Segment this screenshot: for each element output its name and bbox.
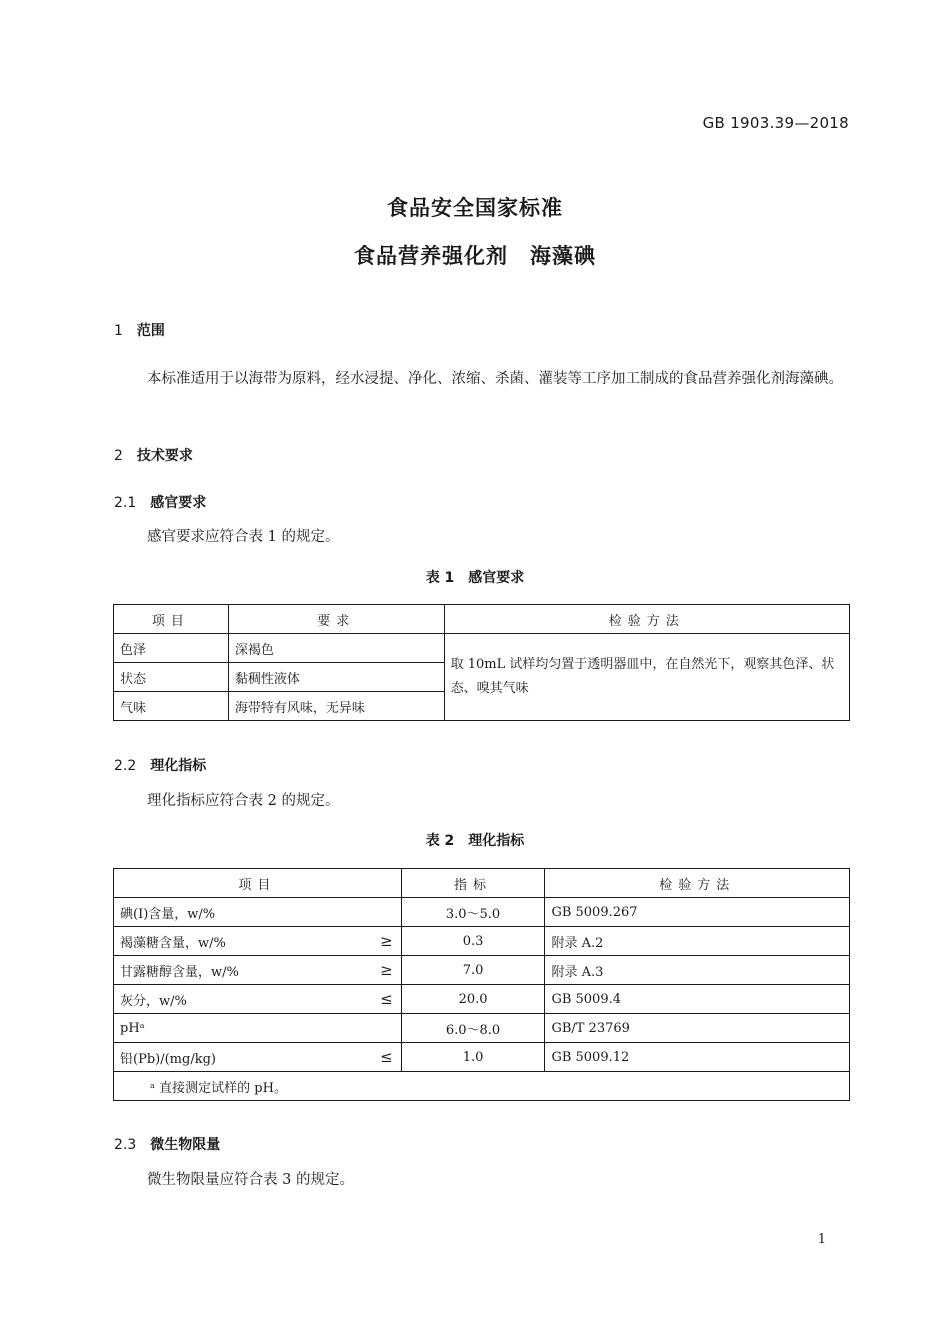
item-label: 铅(Pb)/(mg/kg)	[120, 1051, 216, 1067]
section-number: 2.3	[114, 1137, 137, 1153]
cell-item	[114, 985, 402, 1014]
section-number: 2.1	[114, 495, 137, 511]
section-title: 理化指标	[150, 758, 207, 774]
relation-symbol: ≥	[380, 932, 393, 950]
section-2-3-heading	[114, 1134, 220, 1154]
cell-method: GB 5009.4	[545, 985, 850, 1014]
cell-item	[114, 927, 402, 956]
table-row	[114, 898, 850, 927]
cell-value: 3.0～5.0	[401, 898, 545, 927]
table-row	[114, 985, 850, 1014]
table-row	[114, 634, 850, 663]
section-2-1-paragraph: 感官要求应符合表 1 的规定。	[147, 529, 340, 545]
cell-value: 1.0	[401, 1043, 545, 1072]
table-row	[114, 1043, 850, 1072]
table-row	[114, 956, 850, 985]
document-title: 食品安全国家标准	[387, 196, 563, 220]
cell-item	[114, 1014, 402, 1043]
cell-item: 状态	[114, 663, 229, 692]
cell-item: 气味	[114, 692, 229, 721]
cell-requirement: 黏稠性液体	[228, 663, 444, 692]
document-subtitle: 食品营养强化剂 海藻碘	[354, 244, 596, 268]
section-number: 2	[114, 448, 123, 464]
section-2-3-paragraph: 微生物限量应符合表 3 的规定。	[147, 1172, 354, 1188]
cell-requirement: 海带特有风味，无异味	[228, 692, 444, 721]
table-row	[114, 927, 850, 956]
item-label: 褐藻糖含量，w/%	[120, 935, 226, 951]
table-header-item: 项目	[114, 869, 402, 898]
cell-value: 0.3	[401, 927, 545, 956]
relation-symbol: ≤	[380, 990, 393, 1008]
table-2	[113, 868, 850, 1101]
item-label: 甘露糖醇含量，w/%	[120, 964, 239, 980]
cell-item	[114, 1043, 402, 1072]
cell-item	[114, 956, 402, 985]
table-header-method: 检验方法	[444, 605, 849, 634]
standard-code: GB 1903.39—2018	[702, 114, 849, 132]
cell-method: GB 5009.12	[545, 1043, 850, 1072]
item-label: 碘(I)含量，w/%	[120, 906, 216, 922]
item-label: 灰分，w/%	[120, 993, 187, 1009]
cell-method: 附录 A.3	[545, 956, 850, 985]
table-header-item: 项目	[114, 605, 229, 634]
table-1-caption: 表 1 感官要求	[425, 570, 525, 586]
table-2-caption: 表 2 理化指标	[425, 833, 525, 849]
section-2-heading	[114, 445, 193, 465]
section-title: 感官要求	[150, 495, 207, 511]
table-row	[114, 1014, 850, 1043]
section-title: 微生物限量	[150, 1137, 221, 1153]
cell-value: 6.0～8.0	[401, 1014, 545, 1043]
relation-symbol: ≥	[380, 961, 393, 979]
table-footnote: ᵃ 直接测定试样的 pH。	[114, 1072, 850, 1101]
table-1	[113, 604, 850, 721]
table-header-method: 检验方法	[545, 869, 850, 898]
section-2-2-heading	[114, 755, 206, 775]
cell-requirement: 深褐色	[228, 634, 444, 663]
section-number: 2.2	[114, 758, 137, 774]
section-1-heading	[114, 320, 165, 340]
section-title: 技术要求	[136, 448, 193, 464]
table-header-requirement: 要求	[228, 605, 444, 634]
cell-value: 7.0	[401, 956, 545, 985]
item-label: pHᵃ	[120, 1020, 145, 1036]
page-number: 1	[817, 1232, 826, 1247]
table-header-value: 指标	[401, 869, 545, 898]
table-footnote-row	[114, 1072, 850, 1101]
section-title: 范围	[136, 323, 165, 339]
relation-symbol: ≤	[380, 1048, 393, 1066]
cell-method: GB 5009.267	[545, 898, 850, 927]
section-1-paragraph: 本标准适用于以海带为原料，经水浸提、净化、浓缩、杀菌、灌装等工序加工制成的食品营养强化剂海藻碘。	[147, 371, 843, 387]
cell-method: 附录 A.2	[545, 927, 850, 956]
cell-value: 20.0	[401, 985, 545, 1014]
cell-method: GB/T 23769	[545, 1014, 850, 1043]
section-2-2-paragraph: 理化指标应符合表 2 的规定。	[147, 793, 340, 809]
section-2-1-heading	[114, 492, 206, 512]
cell-item	[114, 898, 402, 927]
cell-method: 取 10mL 试样均匀置于透明器皿中，在自然光下，观察其色泽、状态、嗅其气味	[444, 634, 849, 721]
cell-item: 色泽	[114, 634, 229, 663]
section-number: 1	[114, 323, 123, 339]
